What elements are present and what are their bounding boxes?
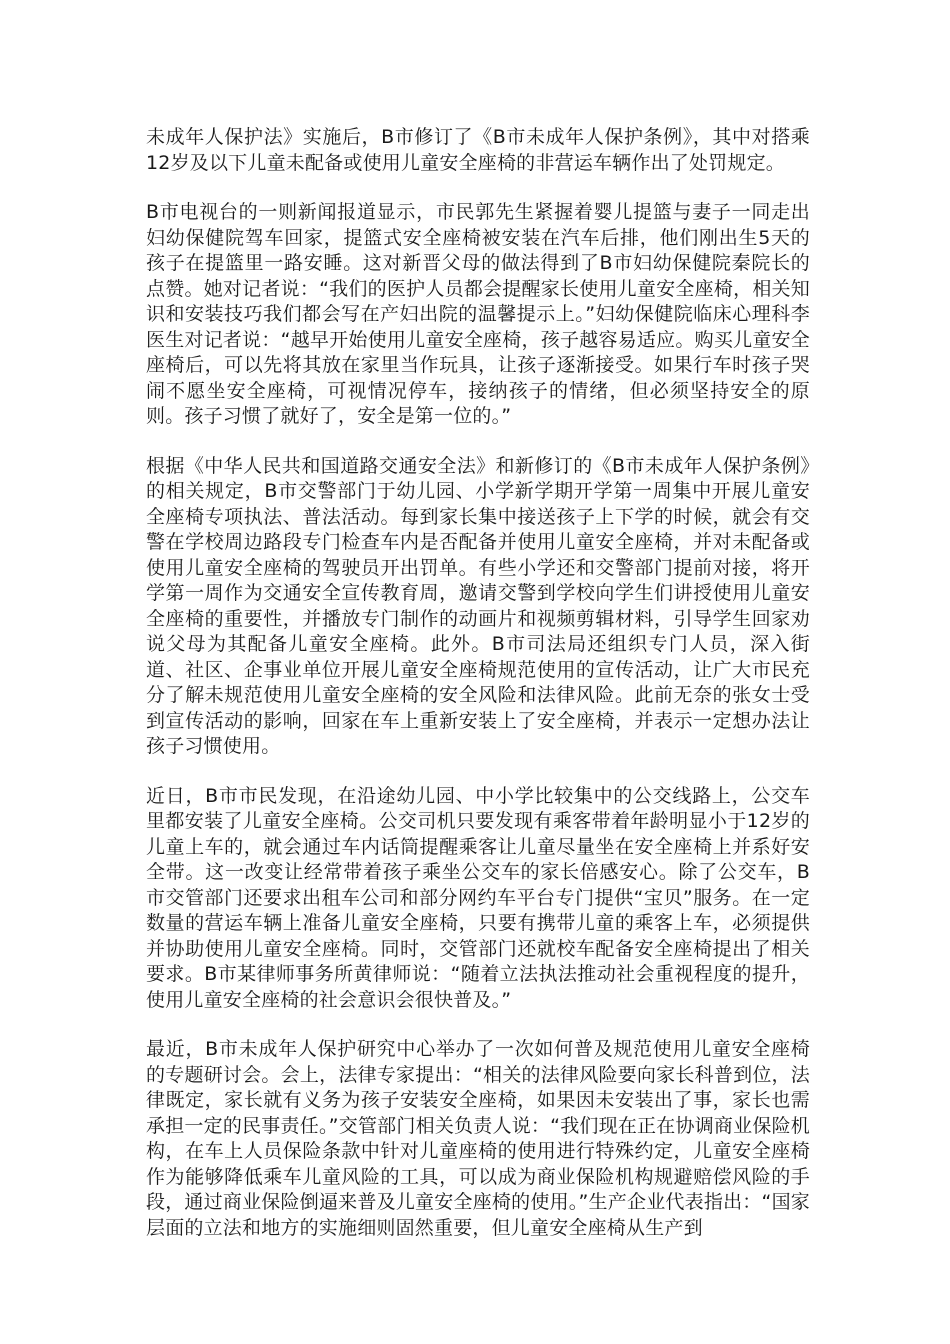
paragraph-1: 未成年人保护法》实施后，B市修订了《B市未成年人保护条例》，其中对搭乘12岁及以下儿童未配备或使用儿童安全座椅的非营运车辆作出了处罚规定。 (146, 126, 810, 174)
document-body (146, 125, 810, 1265)
paragraph-2: B市电视台的一则新闻报道显示，市民郭先生紧握着婴儿提篮与妻子一同走出妇幼保健院驾车回家，提篮式安全座椅被安装在汽车后排，他们刚出生5天的孩子在提篮里一路安睡。这对新晋父母的做法得到了B市妇幼保健院秦院长的点赞。她对记者说：“我们的医护人员都会提醒家长使用儿童安全座椅，相关知识和安装技巧我们都会写在产妇出院的温馨提示上。”妇幼保健院临床心理科李医生对记者说：“越早开始使用儿童安全座椅，孩子越容易适应。购买儿童安全座椅后，可以先将其放在家里当作玩具，让孩子逐渐接受。如果行车时孩子哭闹不愿坐安全座椅，可视情况停车，接纳孩子的情绪，但必须坚持安全的原则。孩子习惯了就好了，安全是第一位的。” (146, 201, 810, 427)
paragraph-5: 最近，B市未成年人保护研究中心举办了一次如何普及规范使用儿童安全座椅的专题研讨会。会上，法律专家提出：“相关的法律风险要向家长科普到位，法律既定，家长就有义务为孩子安装安全座椅，如果因未安装出了事，家长也需承担一定的民事责任。”交管部门相关负责人说：“我们现在正在协调商业保险机构，在车上人员保险条款中针对儿童座椅的使用进行特殊约定，儿童安全座椅作为能够降低乘车儿童风险的工具，可以成为商业保险机构规避赔偿风险的手段，通过商业保险倒逼来普及儿童安全座椅的使用。”生产企业代表指出：“国家层面的立法和地方的实施细则固然重要，但儿童安全座椅从生产到 (146, 1038, 810, 1239)
paragraph-4: 近日，B市市民发现，在沿途幼儿园、中小学比较集中的公交线路上，公交车里都安装了儿童安全座椅。公交司机只要发现有乘客带着年龄明显小于12岁的儿童上车的，就会通过车内话筒提醒乘客让儿童尽量坐在安全座椅上并系好安全带。这一改变让经常带着孩子乘坐公交车的家长倍感安心。除了公交车，B市交管部门还要求出租车公司和部分网约车平台专门提供“宝贝”服务。在一定数量的营运车辆上准备儿童安全座椅，只要有携带儿童的乘客上车，必须提供并协助使用儿童安全座椅。同时，交管部门还就校车配备安全座椅提出了相关要求。B市某律师事务所黄律师说：“随着立法执法推动社会重视程度的提升，使用儿童安全座椅的社会意识会很快普及。” (146, 784, 810, 1011)
paragraph-3: 根据《中华人民共和国道路交通安全法》和新修订的《B市未成年人保护条例》的相关规定，B市交警部门于幼儿园、小学新学期开学第一周集中开展儿童安全座椅专项执法、普法活动。每到家长集中接送孩子上下学的时候，就会有交警在学校周边路段专门检查车内是否配备并使用儿童安全座椅，并对未配备或使用儿童安全座椅的驾驶员开出罚单。有些小学还和交警部门提前对接，将开学第一周作为交通安全宣传教育周，邀请交警到学校向学生们讲授使用儿童安全座椅的重要性，并播放专门制作的动画片和视频剪辑材料，引导学生回家劝说父母为其配备儿童安全座椅。此外。B市司法局还组织专门人员，深入街道、社区、企事业单位开展儿童安全座椅规范使用的宣传活动，让广大市民充分了解未规范使用儿童安全座椅的安全风险和法律风险。此前无奈的张女士受到宣传活动的影响，回家在车上重新安装上了安全座椅，并表示一定想办法让孩子习惯使用。 (146, 454, 810, 757)
